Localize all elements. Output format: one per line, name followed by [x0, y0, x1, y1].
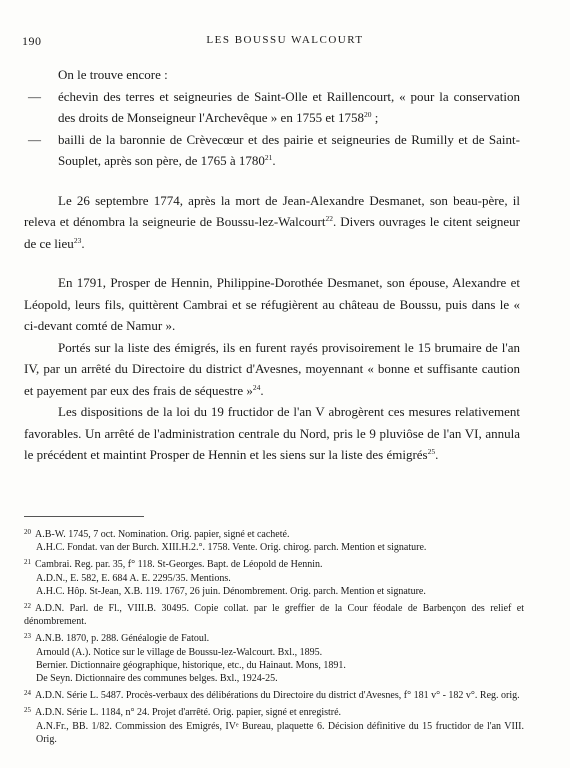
footnote	[24, 600, 524, 628]
list-item-text: échevin des terres et seigneuries de Saint-Olle et Raillencourt, « pour la conservation des droits de Monseigneur l'Archevêque » en 1755 et 1758	[58, 88, 520, 125]
page-number: 190	[22, 34, 42, 48]
footnote-divider	[24, 516, 144, 517]
list-item	[24, 86, 520, 129]
paragraph	[24, 337, 520, 402]
paragraph-text: Les dispositions de la loi du 19 fructidor de l'an V abrogèrent ces mesures relativement favorables. Un arrêté de l'administration centrale du Nord, pris le 9 pluviôse de l'an VI, annula le précédent et maintint Prosper de Hennin et les siens sur la liste des émigrés	[24, 404, 520, 462]
list-item-end: .	[272, 153, 276, 168]
footnote-line: A.D.N. Série L. 5487. Procès-verbaux des délibérations du Directoire du district d'Avesnes, f° 181 v° - 182 v°. Reg. orig.	[35, 690, 520, 702]
footnote-number: 24	[24, 689, 31, 698]
footnote-line: A.N.Fr., BB. 1/82. Commission des Emigrés, IVᵉ Bureau, plaquette 6. Décision définitive du 15 fructidor de l'an VIII. Orig.	[36, 720, 524, 745]
footnote	[24, 556, 524, 598]
note-ref: 20	[363, 110, 372, 119]
paragraph-text: Le 26 septembre 1774, après la mort de Jean-Alexandre Desmanet, son beau-père, il releva et dénombra la seigneurie de Boussu-lez-Walcourt	[24, 192, 520, 229]
paragraph-end: .	[81, 235, 85, 251]
page-header	[22, 34, 548, 52]
footnote-line: A.D.N. Parl. de Fl., VIII.B. 30495. Copie collat. par le greffier de la Cour féodale de Barbençon des relief et dénombrement.	[24, 603, 524, 628]
intro-line: On le trouve encore :	[58, 67, 168, 82]
footnote-line: Arnould (A.). Notice sur le village de Boussu-lez-Walcourt. Bxl., 1895.	[36, 646, 323, 658]
footnote-line: A.H.C. Hôp. St-Jean, X.B. 119. 1767, 26 juin. Dénombrement. Orig. parch. Mention et signature.	[36, 585, 426, 597]
footnote	[24, 704, 524, 746]
dash-marker: —	[28, 131, 41, 147]
footnote-line: A.D.N., E. 582, E. 684 A. E. 2295/35. Mentions.	[36, 572, 231, 584]
footnote	[24, 687, 524, 702]
paragraph: En 1791, Prosper de Hennin, Philippine-Dorothée Desmanet, son épouse, Alexandre et Léopold, leurs fils, quittèrent Cambrai et se réfugièrent au château de Boussu, puis dans le « ci-devant comté de Namur ».	[24, 275, 520, 333]
footnote-number: 23	[24, 632, 31, 641]
dash-marker: —	[28, 88, 41, 104]
list-item-text: bailli de la baronnie de Crèvecœur et des pairie et seigneuries de Rumilly et de Saint-Souplet, après son père, de 1765 à 1780	[58, 131, 520, 168]
footnote-line: Bernier. Dictionnaire géographique, historique, etc., du Hainaut. Mons, 1891.	[36, 659, 346, 671]
paragraph-end: .	[260, 382, 264, 398]
footnote-line: A.D.N. Série L. 1184, n° 24. Projet d'arrêté. Orig. papier, signé et enregistré.	[35, 707, 342, 719]
footnote-line: De Seyn. Dictionnaire des communes belges. Bxl., 1924-25.	[36, 673, 278, 685]
list-item-end: ;	[371, 110, 379, 125]
footnote-number: 22	[24, 602, 31, 611]
paragraph	[24, 401, 520, 466]
footnote-line: A.N.B. 1870, p. 288. Généalogie de Fatoul.	[35, 633, 210, 645]
footnote-line: Cambrai. Reg. par. 35, f° 118. St-Georges. Bapt. de Léopold de Hennin.	[35, 559, 323, 571]
list-item	[24, 129, 520, 172]
footnote-line: A.H.C. Fondat. van der Burch. XIII.H.2.°. 1758. Vente. Orig. chirog. parch. Mention et signature.	[36, 542, 427, 554]
running-title: LES BOUSSU WALCOURT	[206, 34, 364, 46]
footnotes	[24, 526, 524, 748]
note-ref: 21	[264, 153, 273, 162]
paragraph	[24, 190, 520, 255]
footnote-number: 21	[24, 558, 31, 567]
paragraph-end: .	[435, 447, 439, 462]
footnote	[24, 630, 524, 685]
note-ref: 24	[252, 382, 261, 392]
paragraph-text: Portés sur la liste des émigrés, ils en furent rayés provisoirement le 15 brumaire de l'an IV, par un arrêté du Directoire du district d'Avesnes, moyennant « bonne et suffisante caution et payement par eux des frais de séquestre »	[24, 339, 520, 398]
note-ref: 23	[73, 235, 82, 245]
footnote-number: 20	[24, 528, 31, 536]
main-text	[24, 64, 520, 466]
footnote-number: 25	[24, 706, 31, 715]
footnote-line: A.B-W. 1745, 7 oct. Nomination. Orig. papier, signé et cacheté.	[35, 529, 290, 540]
note-ref: 22	[325, 214, 333, 223]
footnote	[24, 526, 524, 554]
paragraph-text: . Divers ouvrages le citent seigneur de ce lieu	[24, 214, 521, 251]
note-ref: 25	[427, 447, 436, 456]
